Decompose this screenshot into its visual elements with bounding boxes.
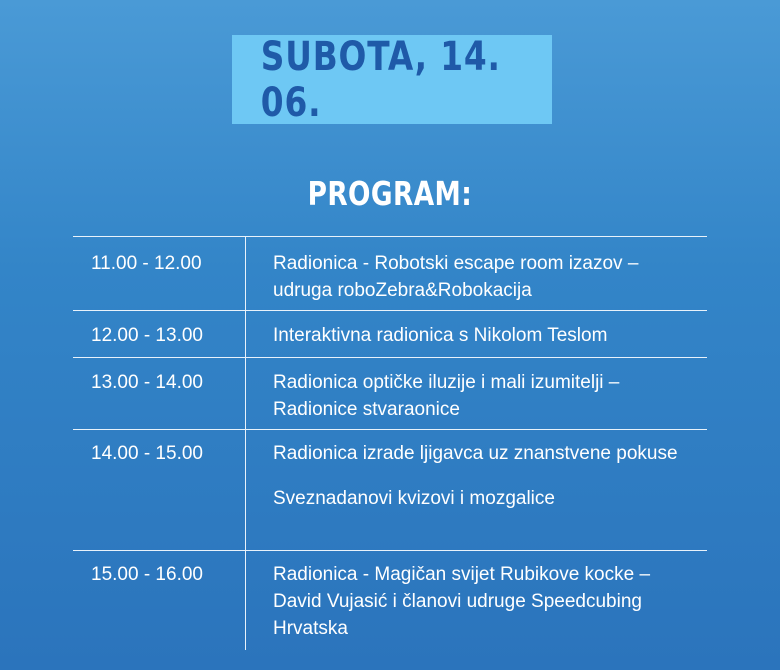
program-row [73, 236, 707, 310]
row-activity: Radionica - Magičan svijet Rubikove kocke – David Vujasić i članovi udruge Speedcubing Hrvatska [273, 564, 651, 639]
program-table [73, 236, 707, 650]
program-row [73, 310, 707, 357]
program-title [0, 174, 780, 213]
program-row [73, 429, 707, 550]
row-description [246, 430, 707, 550]
row-activity: Radionica izrade ljigavca uz znanstvene pokuse [273, 443, 678, 464]
row-activity: Sveznadanovi kvizovi i mozgalice [273, 488, 555, 509]
program-row [73, 357, 707, 429]
row-description [246, 237, 707, 310]
row-time: 14.00 - 15.00 [73, 430, 246, 550]
program-row [73, 550, 707, 650]
row-description [246, 358, 707, 429]
row-time: 15.00 - 16.00 [73, 551, 246, 650]
date-banner [232, 35, 552, 124]
row-description [246, 311, 707, 357]
row-activity: Radionica - Robotski escape room izazov – udruga roboZebra&Robokacija [273, 253, 639, 301]
row-activity: Radionica optičke iluzije i mali izumitelji – Radionice stvaraonice [273, 372, 620, 420]
row-time: 13.00 - 14.00 [73, 358, 246, 429]
program-title-text: PROGRAM: [307, 174, 473, 213]
event-date: SUBOTA, 14. 06. [260, 33, 501, 126]
row-description [246, 551, 707, 650]
row-time: 11.00 - 12.00 [73, 237, 246, 310]
row-time: 12.00 - 13.00 [73, 311, 246, 357]
row-activity: Interaktivna radionica s Nikolom Teslom [273, 325, 608, 346]
